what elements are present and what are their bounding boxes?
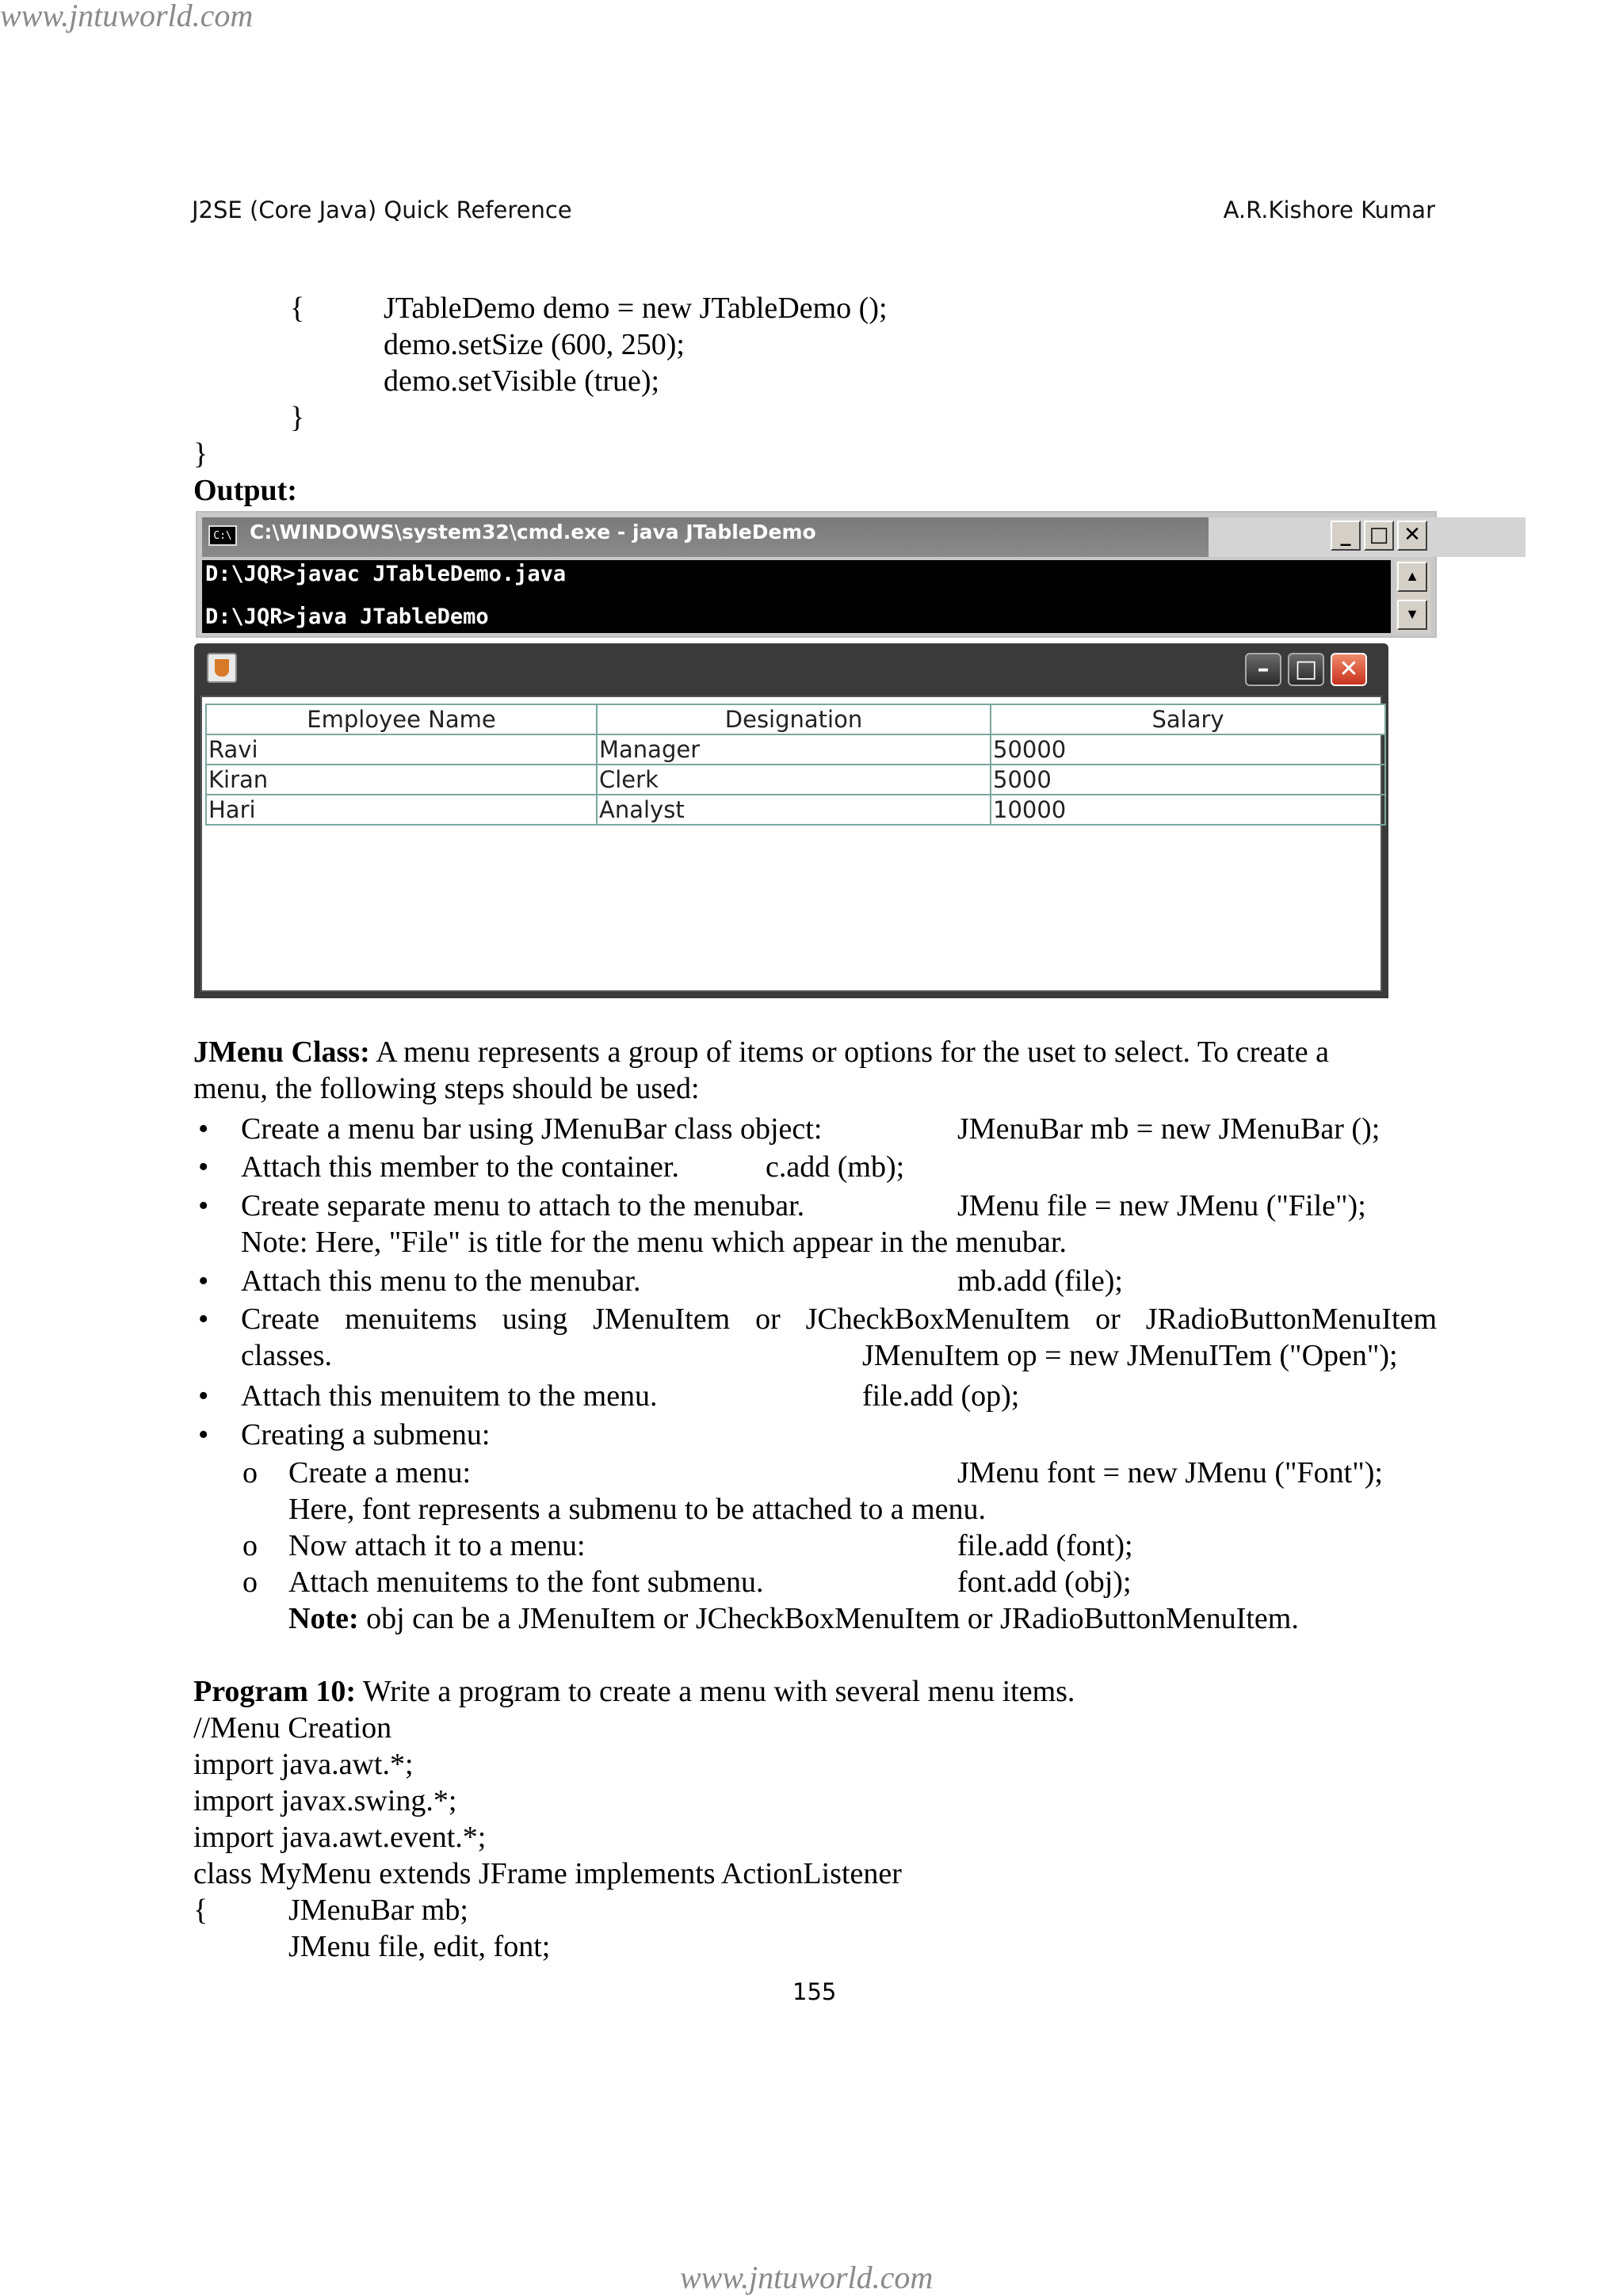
header-left: J2SE (Core Java) Quick Reference <box>192 196 572 223</box>
list-item-text: Creating a submenu: <box>241 1418 491 1451</box>
close-button[interactable]: ✕ <box>1331 653 1367 686</box>
bullet-icon: • <box>198 1112 209 1146</box>
table-cell[interactable]: 50000 <box>991 734 1385 765</box>
code-line: import java.awt.*; <box>193 1748 414 1781</box>
code-line: class MyMenu extends JFrame implements ActionListener <box>193 1857 902 1890</box>
sublist-item-note <box>288 1600 1299 1637</box>
list-item-text: Create menuitems using JMenuItem or JCheckBoxMenuItem or JRadioButtonMenuItem <box>241 1302 1437 1336</box>
bullet-icon: • <box>198 1264 209 1298</box>
console-title: C:\WINDOWS\system32\cmd.exe - java JTableDemo <box>250 521 816 543</box>
table-cell[interactable]: Hari <box>206 795 597 825</box>
console-scrollbar[interactable] <box>1396 560 1430 633</box>
jframe-content <box>200 696 1382 992</box>
console-line: D:\JQR>java JTableDemo <box>205 605 489 629</box>
list-item-code: mb.add (file); <box>957 1264 1123 1298</box>
list-item-code: c.add (mb); <box>766 1150 905 1184</box>
watermark-top: www.jntuworld.com <box>0 0 254 33</box>
sublist-item-code: font.add (obj); <box>957 1566 1132 1599</box>
bullet-icon: • <box>198 1302 209 1336</box>
page-number: 155 <box>792 1978 837 2005</box>
sublist-item-note: Here, font represents a submenu to be attached to a menu. <box>288 1493 987 1526</box>
code-line: demo.setSize (600, 250); <box>384 328 685 361</box>
code-line: //Menu Creation <box>193 1711 392 1745</box>
sublist-item-text: Now attach it to a menu: <box>288 1529 586 1562</box>
code-line: JMenuBar mb; <box>288 1894 468 1927</box>
sub-bullet-icon: o <box>242 1456 258 1489</box>
list-item-text: Attach this menu to the menubar. <box>241 1264 641 1298</box>
sublist-item-text: Create a menu: <box>288 1456 472 1489</box>
code-line: demo.setVisible (true); <box>384 364 660 398</box>
table-row[interactable] <box>206 795 1385 825</box>
code-brace-open: { <box>193 1894 208 1927</box>
sublist-item-code: JMenu font = new JMenu ("Font"); <box>957 1456 1383 1489</box>
minimize-button[interactable]: – <box>1245 653 1281 686</box>
list-item-code: JMenuItem op = new JMenuITem ("Open"); <box>862 1339 1398 1372</box>
jmenu-intro-line2: menu, the following steps should be used: <box>193 1072 700 1105</box>
column-header[interactable]: Salary <box>991 704 1385 734</box>
console-icon: C:\ <box>208 525 237 546</box>
watermark-bottom: www.jntuworld.com <box>680 2260 934 2295</box>
sub-bullet-icon: o <box>242 1566 258 1599</box>
table-header-row <box>206 704 1385 734</box>
output-label: Output: <box>193 474 297 507</box>
close-button[interactable]: ✕ <box>1397 521 1427 551</box>
list-item-text: Attach this member to the container. <box>241 1150 679 1184</box>
minimize-button[interactable]: _ <box>1331 521 1361 551</box>
maximize-button[interactable]: □ <box>1364 521 1394 551</box>
list-item-text: Create a menu bar using JMenuBar class object: <box>241 1112 823 1146</box>
console-line: D:\JQR>javac JTableDemo.java <box>205 562 567 586</box>
sub-bullet-icon: o <box>242 1529 258 1562</box>
jmenu-intro <box>193 1034 1329 1070</box>
code-line: JMenu file, edit, font; <box>288 1930 551 1963</box>
bullet-icon: • <box>198 1418 209 1451</box>
program-desc: Write a program to create a menu with several menu items. <box>362 1675 1075 1708</box>
list-item-text: classes. <box>241 1339 333 1372</box>
code-brace-close: } <box>290 401 305 434</box>
header-right: A.R.Kishore Kumar <box>1223 196 1435 223</box>
list-item-code: file.add (op); <box>862 1379 1020 1413</box>
list-item-code: JMenuBar mb = new JMenuBar (); <box>957 1112 1381 1146</box>
program-heading-line <box>193 1673 1075 1710</box>
maximize-button[interactable]: □ <box>1288 653 1324 686</box>
bullet-icon: • <box>198 1150 209 1184</box>
sublist-item-text: Attach menuitems to the font submenu. <box>288 1566 764 1599</box>
list-item-note: Note: Here, "File" is title for the menu which appear in the menubar. <box>241 1226 1067 1259</box>
scroll-up-icon[interactable]: ▲ <box>1397 562 1427 592</box>
jmenu-intro-text: A menu represents a group of items or options for the uset to select. To create a <box>376 1035 1329 1069</box>
table-row[interactable] <box>206 734 1385 765</box>
table-row[interactable] <box>206 765 1385 795</box>
bullet-icon: • <box>198 1189 209 1222</box>
note-label: Note: <box>288 1602 359 1635</box>
console-output <box>202 560 1391 633</box>
jframe-window <box>194 643 1388 998</box>
list-item-text: Create separate menu to attach to the menubar. <box>241 1189 805 1222</box>
table-cell[interactable]: Clerk <box>597 765 991 795</box>
table-cell[interactable]: Kiran <box>206 765 597 795</box>
code-brace-close: } <box>193 437 208 471</box>
scroll-down-icon[interactable]: ▼ <box>1397 600 1427 630</box>
console-window <box>196 511 1437 638</box>
jmenu-heading: JMenu Class: <box>193 1035 370 1069</box>
column-header[interactable]: Employee Name <box>206 704 597 734</box>
column-header[interactable]: Designation <box>597 704 991 734</box>
table-cell[interactable]: 5000 <box>991 765 1385 795</box>
code-brace-open: { <box>290 292 305 325</box>
list-item-code: JMenu file = new JMenu ("File"); <box>957 1189 1366 1222</box>
note-text: obj can be a JMenuItem or JCheckBoxMenuItem or JRadioButtonMenuItem. <box>366 1602 1299 1635</box>
sublist-item-code: file.add (font); <box>957 1529 1133 1562</box>
code-line: import java.awt.event.*; <box>193 1821 487 1854</box>
bullet-icon: • <box>198 1379 209 1413</box>
table-cell[interactable]: 10000 <box>991 795 1385 825</box>
code-line: import javax.swing.*; <box>193 1784 457 1817</box>
table-cell[interactable]: Ravi <box>206 734 597 765</box>
table-cell[interactable]: Analyst <box>597 795 991 825</box>
code-line: JTableDemo demo = new JTableDemo (); <box>384 292 888 325</box>
table-cell[interactable]: Manager <box>597 734 991 765</box>
java-icon <box>207 653 237 683</box>
program-heading: Program 10: <box>193 1675 357 1708</box>
employee-table[interactable] <box>205 704 1386 826</box>
list-item-text: Attach this menuitem to the menu. <box>241 1379 658 1413</box>
